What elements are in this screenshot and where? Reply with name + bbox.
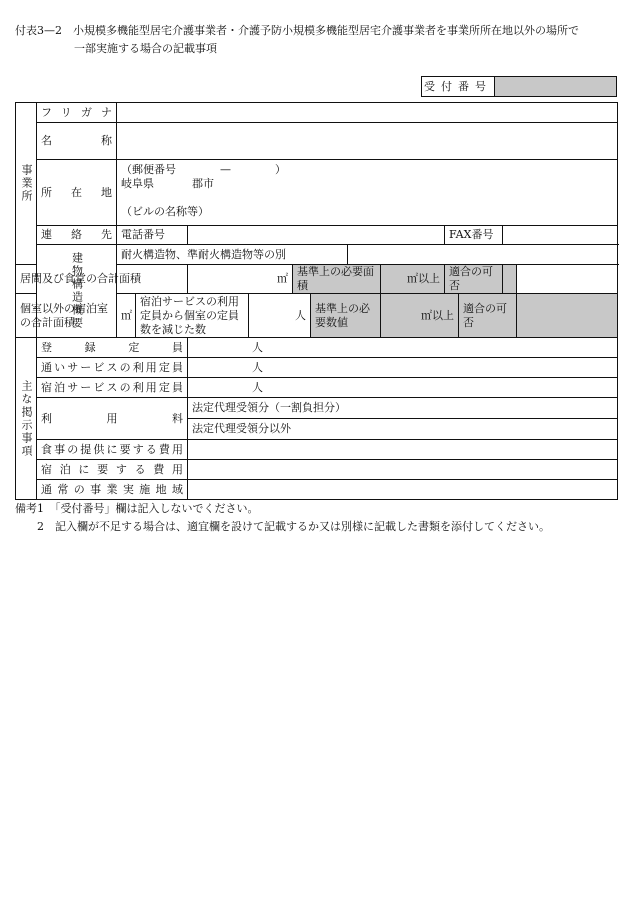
title-line-2: 一部実施する場合の記載事項	[74, 42, 217, 55]
living-area-label: 居間及び食堂の合計面積	[16, 265, 188, 294]
service-area-field[interactable]	[188, 480, 618, 500]
day-service-label: 通いサービスの利用定員	[37, 358, 188, 378]
fee-proxy-label: 法定代理受領分（一割負担分）	[188, 398, 618, 419]
note-1: 備考1 「受付番号」欄は記入しないでください。	[15, 502, 259, 515]
stay-service-unit: 人	[252, 380, 263, 394]
fee-label: 利用料	[37, 398, 188, 440]
name-label: 名 称	[37, 123, 117, 160]
main-section-label: 主な掲示事項	[16, 338, 37, 500]
registered-unit: 人	[252, 340, 263, 354]
stay-service-label: 宿泊サービスの利用定員	[37, 378, 188, 398]
private-room-field[interactable]	[117, 294, 136, 338]
standard-value-field: ㎡以上	[381, 294, 459, 338]
day-service-unit: 人	[252, 360, 263, 374]
phone-field[interactable]	[188, 226, 445, 245]
name-field[interactable]	[117, 123, 618, 160]
stay-cost-field[interactable]	[188, 460, 618, 480]
note-2: 2 記入欄が不足する場合は、適宜欄を設けて記載するか又は別様に記載した書類を添付してください。	[37, 520, 550, 533]
furigana-field[interactable]	[117, 103, 618, 123]
application-form-table	[15, 102, 618, 500]
private-room-label: 個室以外の宿泊室の合計面積	[16, 294, 117, 338]
standard-area-label: 基準上の必要面積	[293, 265, 381, 294]
service-area-label: 通常の事業実施地域	[37, 480, 188, 500]
meal-cost-label: 食事の提供に要する費用	[37, 440, 188, 460]
notes	[15, 500, 620, 536]
compliance-b-label: 適合の可否	[459, 294, 517, 338]
prefecture-line	[121, 177, 613, 191]
title-line-1: 付表3—2 小規模多機能型居宅介護事業者・介護予防小規模多機能型居宅介護事業者を事業所所在地以外の場所で	[15, 24, 579, 37]
registered-capacity-label: 登録定員	[37, 338, 188, 358]
prefecture-label: 岐阜県	[121, 177, 154, 190]
capacity-minus-label: 宿泊サービスの利用定員から個室の定員数を減じた数	[136, 294, 249, 338]
form-title	[15, 22, 620, 58]
receipt-number-label: 受付番号	[422, 77, 495, 96]
location-label: 所 在 地	[37, 160, 117, 226]
meal-cost-field[interactable]	[188, 440, 618, 460]
living-area-unit: ㎡	[277, 272, 288, 285]
fax-label: FAX番号	[445, 226, 503, 245]
compliance-field	[503, 265, 517, 294]
fireproof-label: 耐火構造物、準耐火構造物等の別	[117, 245, 348, 265]
office-section-label: 事業所	[16, 103, 37, 265]
building-section-label: 建物構造概要	[37, 245, 117, 338]
fax-field[interactable]	[503, 226, 618, 245]
private-room-unit: ㎡	[121, 308, 132, 322]
capacity-minus-field[interactable]	[249, 294, 311, 338]
county-label: 郡市	[192, 177, 214, 190]
location-field[interactable]	[117, 160, 618, 226]
building-name-line: （ビルの名称等）	[121, 205, 209, 218]
postal-code-line: （郵便番号 — ）	[121, 163, 286, 176]
day-service-field[interactable]	[188, 358, 618, 378]
contact-label: 連 絡 先	[37, 226, 117, 245]
furigana-label: フリガナ	[37, 103, 117, 123]
registered-capacity-field[interactable]	[188, 338, 618, 358]
receipt-number-box	[421, 76, 617, 97]
standard-value-label: 基準上の必要数値	[311, 294, 381, 338]
standard-area-value: ㎡以上	[381, 265, 445, 294]
fireproof-field[interactable]	[348, 245, 618, 265]
fee-other-label: 法定代理受領分以外	[188, 419, 618, 440]
living-area-field[interactable]	[188, 265, 293, 294]
compliance-b-field	[517, 294, 618, 338]
stay-service-field[interactable]	[188, 378, 618, 398]
capacity-unit: 人	[295, 308, 306, 322]
compliance-label: 適合の可否	[445, 265, 503, 294]
phone-label: 電話番号	[117, 226, 188, 245]
receipt-number-field	[495, 77, 616, 96]
stay-cost-label: 宿泊に要する費用	[37, 460, 188, 480]
